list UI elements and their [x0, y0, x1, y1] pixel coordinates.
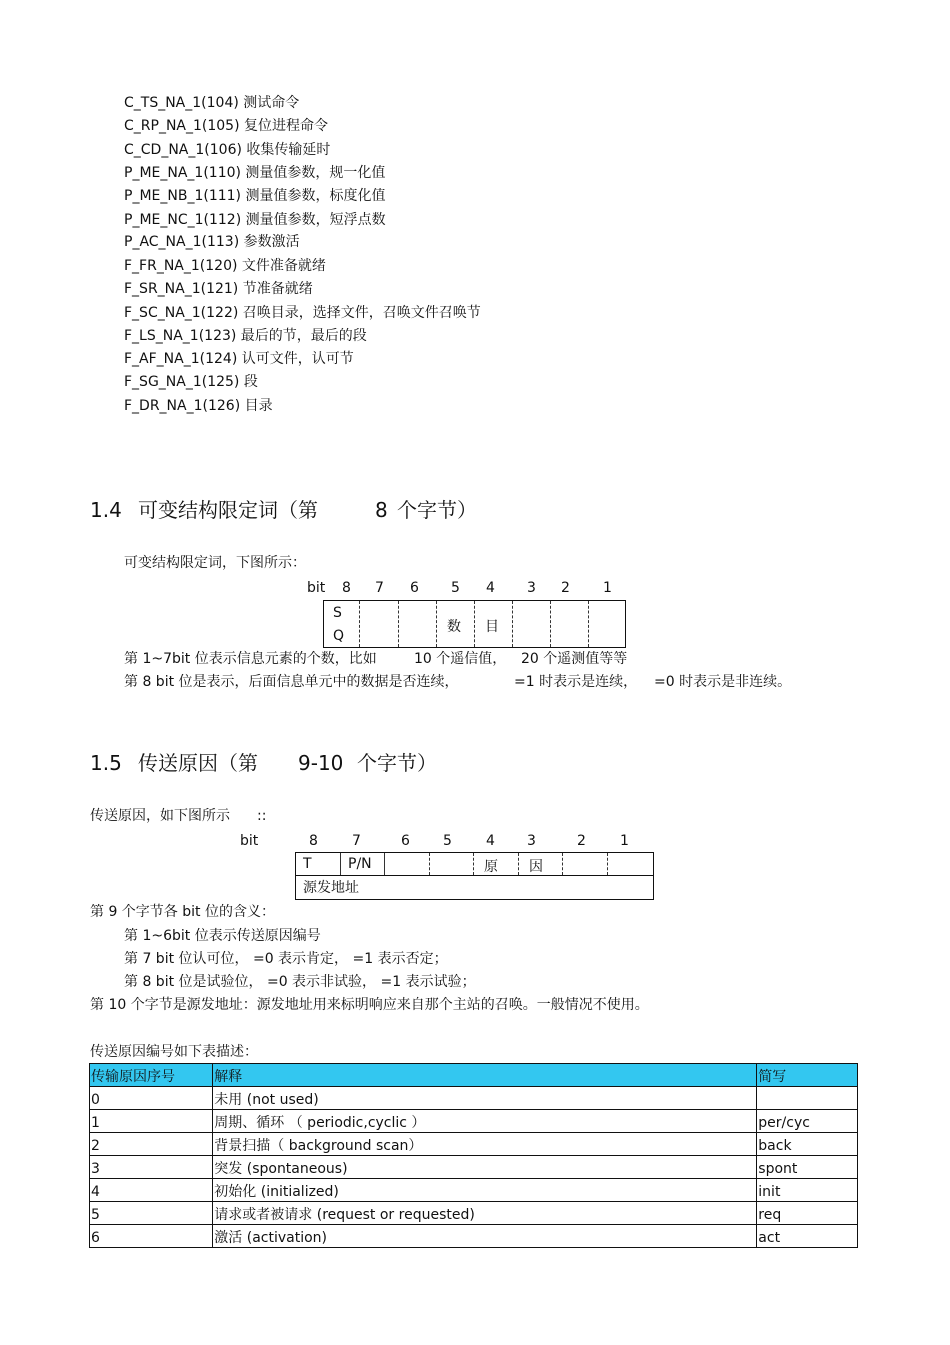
vsq-intro: 可变结构限定词，下图所示： — [124, 555, 306, 571]
section-title-tail: 个字节） — [357, 751, 437, 775]
count-field-char2: 目 — [485, 619, 499, 635]
bit-desc-1-6: 第 1~6bit 位表示传送原因编号 — [124, 928, 321, 944]
type-item: F_FR_NA_1(120) 文件准备就绪 — [124, 258, 326, 274]
table-row — [90, 1133, 858, 1156]
note-part: 20 个遥测值等等 — [521, 651, 628, 667]
bit-divider — [474, 601, 475, 647]
bit-divider — [436, 601, 437, 647]
cell-abbr: init — [757, 1179, 858, 1202]
bit-divider — [398, 601, 399, 647]
bit-divider — [473, 853, 474, 875]
col-header-code: 传输原因序号 — [90, 1064, 213, 1087]
cell-meaning: 突发 (spontaneous) — [213, 1156, 757, 1179]
table-row — [90, 1179, 858, 1202]
cell-abbr: req — [757, 1202, 858, 1225]
cell-code: 0 — [90, 1087, 213, 1110]
cell-abbr: per/cyc — [757, 1110, 858, 1133]
bit-divider — [562, 853, 563, 875]
sq-field-s: S — [333, 605, 342, 621]
bit-number: 5 — [443, 833, 452, 849]
type-item: F_SC_NA_1(122) 召唤目录，选择文件，召唤文件召唤节 — [124, 305, 481, 321]
sq-field-q: Q — [333, 628, 345, 644]
bit-divider — [384, 853, 385, 875]
type-item: F_SR_NA_1(121) 节准备就绪 — [124, 281, 313, 297]
cell-meaning: 周期、循环 （ periodic,cyclic ） — [213, 1110, 757, 1133]
table-row — [90, 1202, 858, 1225]
cell-code: 3 — [90, 1156, 213, 1179]
type-item: F_SG_NA_1(125) 段 — [124, 374, 258, 390]
byte9-heading: 第 9 个字节各 bit 位的含义： — [90, 904, 275, 920]
cell-code: 5 — [90, 1202, 213, 1225]
bit-number: 4 — [486, 833, 495, 849]
bit-number: 7 — [352, 833, 361, 849]
type-item: C_TS_NA_1(104) 测试命令 — [124, 95, 300, 111]
cell-code: 4 — [90, 1179, 213, 1202]
bit-desc-7: 第 7 bit 位认可位， =0 表示肯定， =1 表示否定； — [124, 951, 448, 967]
cot-intro-suffix: :: — [257, 808, 267, 824]
section-title: 可变结构限定词（第 — [138, 498, 318, 522]
bit-number: 3 — [527, 580, 536, 596]
bit-number: 1 — [603, 580, 612, 596]
table-row — [90, 1087, 858, 1110]
cell-code: 1 — [90, 1110, 213, 1133]
section-number: 1.5 — [90, 751, 122, 775]
bit-number: 8 — [342, 580, 351, 596]
cell-meaning: 请求或者被请求 (request or requested) — [213, 1202, 757, 1225]
bit-number: 6 — [410, 580, 419, 596]
bit-divider — [518, 853, 519, 875]
bit-number: 1 — [620, 833, 629, 849]
cot-intro: 传送原因，如下图所示 — [90, 808, 230, 824]
bit-label: bit — [307, 580, 326, 596]
table-header-row — [90, 1064, 858, 1087]
bit-divider — [340, 853, 341, 875]
type-item: F_DR_NA_1(126) 目录 — [124, 398, 273, 414]
type-item: P_ME_NB_1(111) 测量值参数，标度化值 — [124, 188, 386, 204]
table-row — [90, 1156, 858, 1179]
type-item: F_AF_NA_1(124) 认可文件，认可节 — [124, 351, 354, 367]
bit-desc-8: 第 8 bit 位是试验位， =0 表示非试验， =1 表示试验； — [124, 974, 476, 990]
section-title-number: 9-10 — [298, 751, 344, 775]
cell-meaning: 未用 (not used) — [213, 1087, 757, 1110]
cell-meaning: 激活 (activation) — [213, 1225, 757, 1248]
count-field-char1: 数 — [447, 619, 461, 635]
bit-divider — [588, 601, 589, 647]
pn-field: P/N — [348, 856, 372, 872]
cell-abbr: spont — [757, 1156, 858, 1179]
cot-table — [89, 1063, 858, 1248]
note-part: 10 个遥信值， — [414, 651, 507, 667]
note-part: =0 时表示是非连续。 — [654, 674, 792, 690]
bit-number: 7 — [375, 580, 384, 596]
type-item: P_ME_NA_1(110) 测量值参数，规一化值 — [124, 165, 386, 181]
table-caption: 传送原因编号如下表描述： — [90, 1044, 258, 1060]
type-item: P_ME_NC_1(112) 测量值参数，短浮点数 — [124, 212, 386, 228]
bit-number: 4 — [486, 580, 495, 596]
section-title-number: 8 — [375, 498, 388, 522]
type-item: C_CD_NA_1(106) 收集传输延时 — [124, 142, 331, 158]
section-title: 传送原因（第 — [138, 751, 258, 775]
bit-divider — [429, 853, 430, 875]
vsq-note-1 — [124, 649, 377, 669]
table-row — [90, 1225, 858, 1248]
byte10-desc: 第 10 个字节是源发地址：源发地址用来标明响应来自那个主站的召唤。一般情况不使用。 — [90, 997, 649, 1013]
bit-number: 6 — [401, 833, 410, 849]
bit-divider — [550, 601, 551, 647]
bit-number: 8 — [309, 833, 318, 849]
section-title-tail: 个字节） — [397, 498, 477, 522]
bit-divider — [607, 853, 608, 875]
col-header-meaning: 解释 — [213, 1064, 757, 1087]
bit-number: 2 — [561, 580, 570, 596]
cell-abbr: act — [757, 1225, 858, 1248]
cell-abbr — [757, 1087, 858, 1110]
type-item: P_AC_NA_1(113) 参数激活 — [124, 234, 300, 250]
type-item: C_RP_NA_1(105) 复位进程命令 — [124, 118, 328, 134]
vsq-note-2: 第 8 bit 位是表示，后面信息单元中的数据是否连续， — [124, 674, 459, 690]
bit-label: bit — [240, 833, 259, 849]
cell-meaning: 背景扫描（ background scan） — [213, 1133, 757, 1156]
table-row — [90, 1110, 858, 1133]
cell-meaning: 初始化 (initialized) — [213, 1179, 757, 1202]
bit-number: 3 — [527, 833, 536, 849]
source-address-field: 源发地址 — [303, 880, 359, 896]
bit-number: 2 — [577, 833, 586, 849]
section-number: 1.4 — [90, 498, 122, 522]
note-part: =1 时表示是连续， — [514, 674, 638, 690]
cell-abbr: back — [757, 1133, 858, 1156]
row-divider — [296, 875, 653, 876]
bit-number: 5 — [451, 580, 460, 596]
cause-field-char1: 原 — [484, 859, 498, 875]
test-field: T — [303, 856, 312, 872]
bit-divider — [359, 601, 360, 647]
col-header-abbr: 简写 — [757, 1064, 858, 1087]
bit-divider — [512, 601, 513, 647]
cause-field-char2: 因 — [529, 859, 543, 875]
cell-code: 2 — [90, 1133, 213, 1156]
cell-code: 6 — [90, 1225, 213, 1248]
type-item: F_LS_NA_1(123) 最后的节，最后的段 — [124, 328, 367, 344]
note-part: 第 1~7bit 位表示信息元素的个数，比如 — [124, 651, 377, 667]
